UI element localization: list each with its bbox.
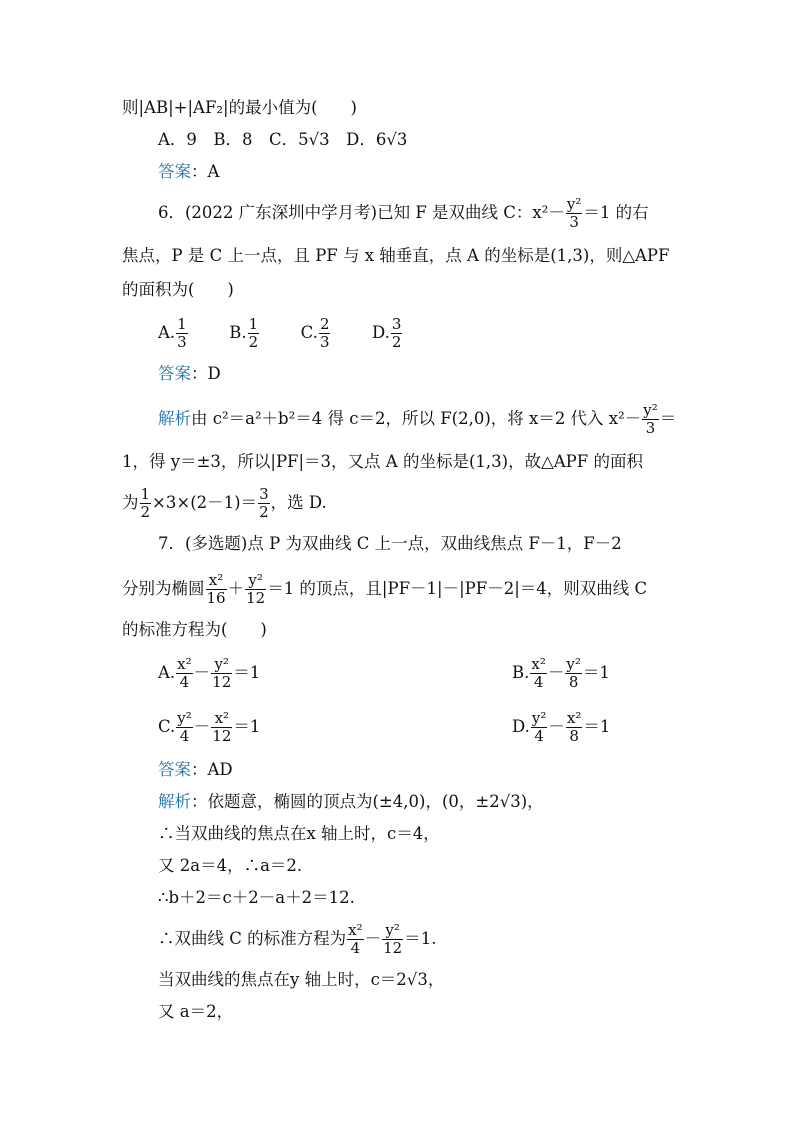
fraction: $\frac{\text{y²}}{3}$ [566, 195, 582, 231]
q6-answer: 答案：D [158, 364, 221, 383]
q7-option-a: A. $\frac{\text{x²}}{4}$ － $\frac{\text{y²}}{12}$ ＝1 [158, 655, 261, 691]
q6-stem-line1 [158, 196, 676, 231]
q6-solution-line3: 为 $\frac{1}{2}$ ×3×(2－1)＝ $\frac{3}{2}$ ，选 D. [122, 485, 327, 521]
q7-stem-line1: 7．(多选题)点 P 为双曲线 C 上一点，双曲线焦点 F－1，F－2 [158, 534, 622, 553]
q6-stem-text: 6．(2022 广东深圳中学月考)已知 F 是双曲线 C：x²－ [158, 203, 565, 222]
q7-answer: 答案：AD [158, 760, 233, 779]
q7-options-row1 [158, 656, 676, 704]
q7-stem-line3: 的标准方程为( ) [122, 620, 267, 639]
q6-stem-text: ＝1 的右 [583, 203, 649, 222]
q7-option-c: C. $\frac{\text{y²}}{4}$ － $\frac{\text{x²}}{12}$ ＝1 [158, 709, 261, 745]
q7-options-row2 [158, 710, 676, 758]
q6-stem-line2: 焦点，P 是 C 上一点，且 PF 与 x 轴垂直，点 A 的坐标是(1,3)，则△APF [122, 246, 670, 265]
q7-solution-line6: 当双曲线的焦点在y 轴上时，c＝2√3， [158, 970, 445, 989]
q7-option-d: D. $\frac{\text{y²}}{4}$ － $\frac{\text{x²}}{8}$ ＝1 [512, 709, 611, 745]
q7-option-b: B. $\frac{\text{x²}}{4}$ － $\frac{\text{y²}}{8}$ ＝1 [512, 655, 610, 691]
answer-value: ：A [191, 162, 220, 181]
q5-options: A．9 B．8 C．5√3 D．6√3 [158, 130, 408, 149]
solution-label: 解析 [158, 409, 191, 428]
q6-solution-line1: 解析由 c²＝a²＋b²＝4 得 c＝2，所以 F(2,0)，将 x＝2 代入 x²－ $\frac{\text{y²}}{3}$ ＝ [158, 401, 677, 437]
q7-solution-line7: 又 a＝2， [158, 1002, 234, 1021]
q6-options: A. $\frac{1}{3}$ B. $\frac{1}{2}$ C. $\frac{2}{3}$ D. $\frac{3}{2}$ [158, 315, 402, 351]
q6-stem-line3: 的面积为( ) [122, 280, 234, 299]
q7-solution-line2: ∴当双曲线的焦点在x 轴上时，c＝4， [158, 824, 440, 843]
answer-label: 答案 [158, 162, 191, 181]
q7-stem-line2: 分别为椭圆 $\frac{\text{x²}}{16}$ ＋ $\frac{\text{y²}}{12}$ ＝1 的顶点，且|PF－1|－|PF－2|＝4，则双曲线 C [122, 571, 648, 607]
q7-solution-line5: ∴双曲线 C 的标准方程为 $\frac{\text{x²}}{4}$ － $\frac{\text{y²}}{12}$ ＝1. [158, 921, 437, 957]
q5-answer [158, 160, 676, 184]
q7-solution-line4: ∴b＋2＝c＋2－a＋2＝12. [158, 888, 355, 907]
q7-solution-line1: 解析：依题意，椭圆的顶点为(±4,0)，(0，±2√3)， [158, 792, 544, 811]
q7-solution-line3: 又 2a＝4，∴a＝2. [158, 856, 303, 875]
text-line: 则|AB|+|AF₂|的最小值为( ) [122, 98, 357, 117]
q6-solution-line2: 1，得 y＝±3，所以|PF|＝3，又点 A 的坐标是(1,3)，故△APF 的面积 [122, 452, 643, 471]
